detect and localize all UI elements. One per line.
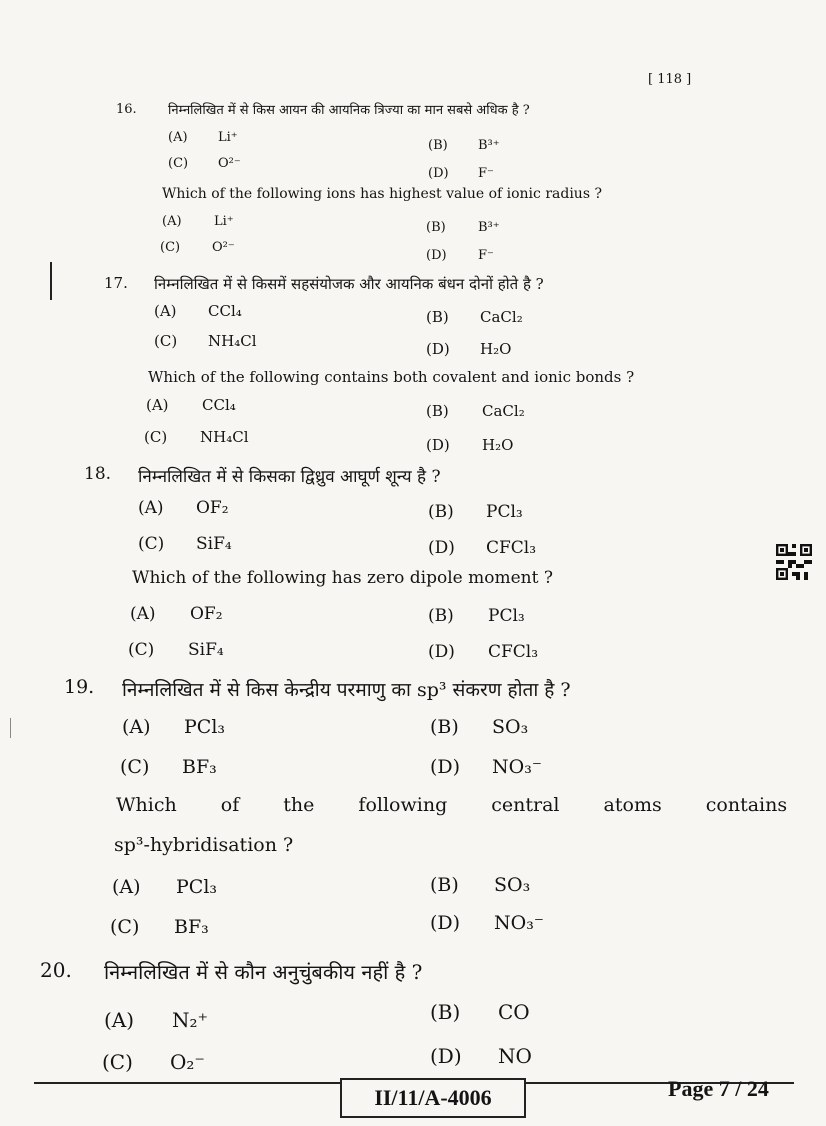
option-label: (B) — [430, 716, 459, 738]
question-hindi: निम्नलिखित में से किस केन्द्रीय परमाणु का sp³ संकरण होता है ? — [122, 679, 571, 701]
option-label: (C) — [144, 428, 168, 446]
option-label: (A) — [168, 130, 188, 145]
option-a-en — [162, 214, 234, 229]
margin-mark — [50, 262, 52, 300]
option-b-en — [426, 402, 525, 420]
option-label: (D) — [428, 166, 449, 181]
option-c-en — [110, 916, 209, 938]
option-label: (D) — [426, 436, 450, 454]
question-hindi: निम्नलिखित में से किसका द्विध्रुव आघूर्ण शून्य है ? — [138, 467, 441, 487]
option-value: PCl₃ — [488, 606, 525, 626]
option-label: (D) — [426, 340, 450, 358]
option-value: H₂O — [480, 340, 512, 358]
option-d-en — [426, 436, 513, 454]
option-label: (C) — [138, 534, 165, 554]
option-value: OF₂ — [196, 498, 229, 518]
option-value: PCl₃ — [486, 502, 523, 522]
option-label: (A) — [138, 498, 164, 518]
option-value: Li⁺ — [214, 214, 234, 229]
option-label: (A) — [154, 302, 177, 320]
option-value: Li⁺ — [218, 130, 238, 145]
option-value: CCl₄ — [208, 302, 242, 320]
option-value: F⁻ — [478, 248, 494, 263]
option-value: CaCl₂ — [482, 402, 525, 420]
option-b-en — [428, 606, 525, 626]
option-a — [122, 716, 225, 738]
option-d-en — [426, 248, 494, 263]
option-label: (B) — [430, 1000, 461, 1024]
option-c-en — [128, 640, 224, 660]
option-c — [154, 332, 257, 350]
option-value: PCl₃ — [176, 876, 218, 898]
option-a-en — [112, 876, 217, 898]
option-d — [426, 340, 511, 358]
option-a — [154, 302, 242, 320]
option-label: (C) — [102, 1050, 133, 1074]
option-a — [168, 130, 238, 145]
option-value: OF₂ — [190, 604, 223, 624]
option-a-en — [130, 604, 223, 624]
option-c-en — [144, 428, 249, 446]
option-label: (D) — [426, 248, 447, 263]
question-english: Which of the following has zero dipole moment ? — [132, 568, 553, 588]
option-value: N₂⁺ — [172, 1008, 209, 1032]
option-value: NH₄Cl — [208, 332, 257, 350]
question-16 — [116, 100, 716, 263]
option-value: O²⁻ — [212, 240, 235, 255]
option-label: (B) — [430, 874, 459, 896]
option-label: (A) — [146, 396, 169, 414]
option-label: (C) — [168, 156, 189, 171]
option-value: CaCl₂ — [480, 308, 523, 326]
question-hindi: निम्नलिखित में से किसमें सहसंयोजक और आयनिक बंधन दोनों होते है ? — [154, 275, 544, 293]
option-d — [430, 1044, 532, 1068]
question-17 — [104, 274, 744, 464]
margin-mark — [10, 718, 11, 738]
option-label: (C) — [110, 916, 140, 938]
question-english: Which of the following contains both covalent and ionic bonds ? — [148, 368, 635, 386]
question-english-line2: sp³-hybridisation ? — [114, 834, 294, 856]
option-value: NO₃⁻ — [494, 912, 544, 934]
option-label: (C) — [128, 640, 155, 660]
option-label: (A) — [112, 876, 141, 898]
option-label: (C) — [154, 332, 178, 350]
option-value: F⁻ — [478, 166, 494, 181]
option-b-en — [426, 220, 500, 235]
qr-code-icon — [776, 544, 812, 580]
option-d — [428, 166, 494, 181]
page-number-top: [ 118 ] — [648, 72, 692, 87]
option-value: SO₃ — [494, 874, 531, 896]
paper-code: II/11/A-4006 — [340, 1078, 526, 1118]
option-b — [430, 1000, 530, 1024]
option-value: CO — [498, 1000, 530, 1024]
option-b — [430, 716, 528, 738]
option-d — [428, 538, 536, 558]
option-value: CFCl₃ — [486, 538, 537, 558]
option-label: (C) — [120, 756, 150, 778]
option-c — [120, 756, 217, 778]
option-label: (D) — [430, 912, 461, 934]
option-label: (B) — [428, 138, 448, 153]
question-number: 17. — [104, 274, 128, 292]
option-value: CCl₄ — [202, 396, 236, 414]
option-value: O²⁻ — [218, 156, 241, 171]
option-label: (B) — [426, 402, 449, 420]
option-label: (B) — [426, 308, 449, 326]
option-value: BF₃ — [174, 916, 209, 938]
option-value: H₂O — [482, 436, 514, 454]
question-18 — [84, 464, 764, 674]
page-indicator: Page 7 / 24 — [668, 1076, 769, 1101]
option-a — [104, 1008, 208, 1032]
option-d-en — [430, 912, 544, 934]
option-value: NO — [498, 1044, 532, 1068]
question-19 — [64, 676, 788, 946]
option-label: (D) — [428, 642, 455, 662]
option-label: (D) — [428, 538, 455, 558]
option-value: SiF₄ — [196, 534, 232, 554]
option-value: NO₃⁻ — [492, 756, 542, 778]
option-a — [138, 498, 229, 518]
question-20 — [40, 958, 760, 1078]
question-hindi: निम्नलिखित में से किस आयन की आयनिक त्रिज्या का मान सबसे अधिक है ? — [168, 103, 530, 118]
option-label: (B) — [426, 220, 446, 235]
option-d — [430, 756, 542, 778]
option-label: (C) — [160, 240, 181, 255]
option-value: CFCl₃ — [488, 642, 539, 662]
question-english-line1: Which of the following central atoms contains — [116, 794, 788, 816]
option-b-en — [430, 874, 530, 896]
option-value: PCl₃ — [184, 716, 226, 738]
question-number: 18. — [84, 464, 112, 484]
option-label: (B) — [428, 502, 454, 522]
option-c — [168, 156, 241, 171]
option-value: NH₄Cl — [200, 428, 249, 446]
option-b — [428, 138, 500, 153]
option-value: B³⁺ — [478, 138, 500, 153]
option-label: (B) — [428, 606, 454, 626]
option-label: (A) — [162, 214, 182, 229]
question-hindi: निम्नलिखित में से कौन अनुचुंबकीय नहीं है ? — [104, 960, 423, 984]
option-label: (D) — [430, 1044, 462, 1068]
option-c — [138, 534, 232, 554]
question-number: 16. — [116, 102, 137, 117]
option-label: (A) — [122, 716, 151, 738]
option-label: (A) — [130, 604, 156, 624]
option-value: O₂⁻ — [170, 1050, 205, 1074]
option-label: (A) — [104, 1008, 135, 1032]
question-number: 20. — [40, 958, 72, 982]
question-number: 19. — [64, 676, 95, 698]
option-a-en — [146, 396, 236, 414]
option-b — [428, 502, 523, 522]
option-label: (D) — [430, 756, 461, 778]
option-value: BF₃ — [182, 756, 217, 778]
option-value: SiF₄ — [188, 640, 224, 660]
option-d-en — [428, 642, 538, 662]
option-c — [102, 1050, 205, 1074]
option-value: SO₃ — [492, 716, 529, 738]
option-c-en — [160, 240, 235, 255]
question-english: Which of the following ions has highest value of ionic radius ? — [162, 186, 602, 202]
option-b — [426, 308, 523, 326]
option-value: B³⁺ — [478, 220, 500, 235]
